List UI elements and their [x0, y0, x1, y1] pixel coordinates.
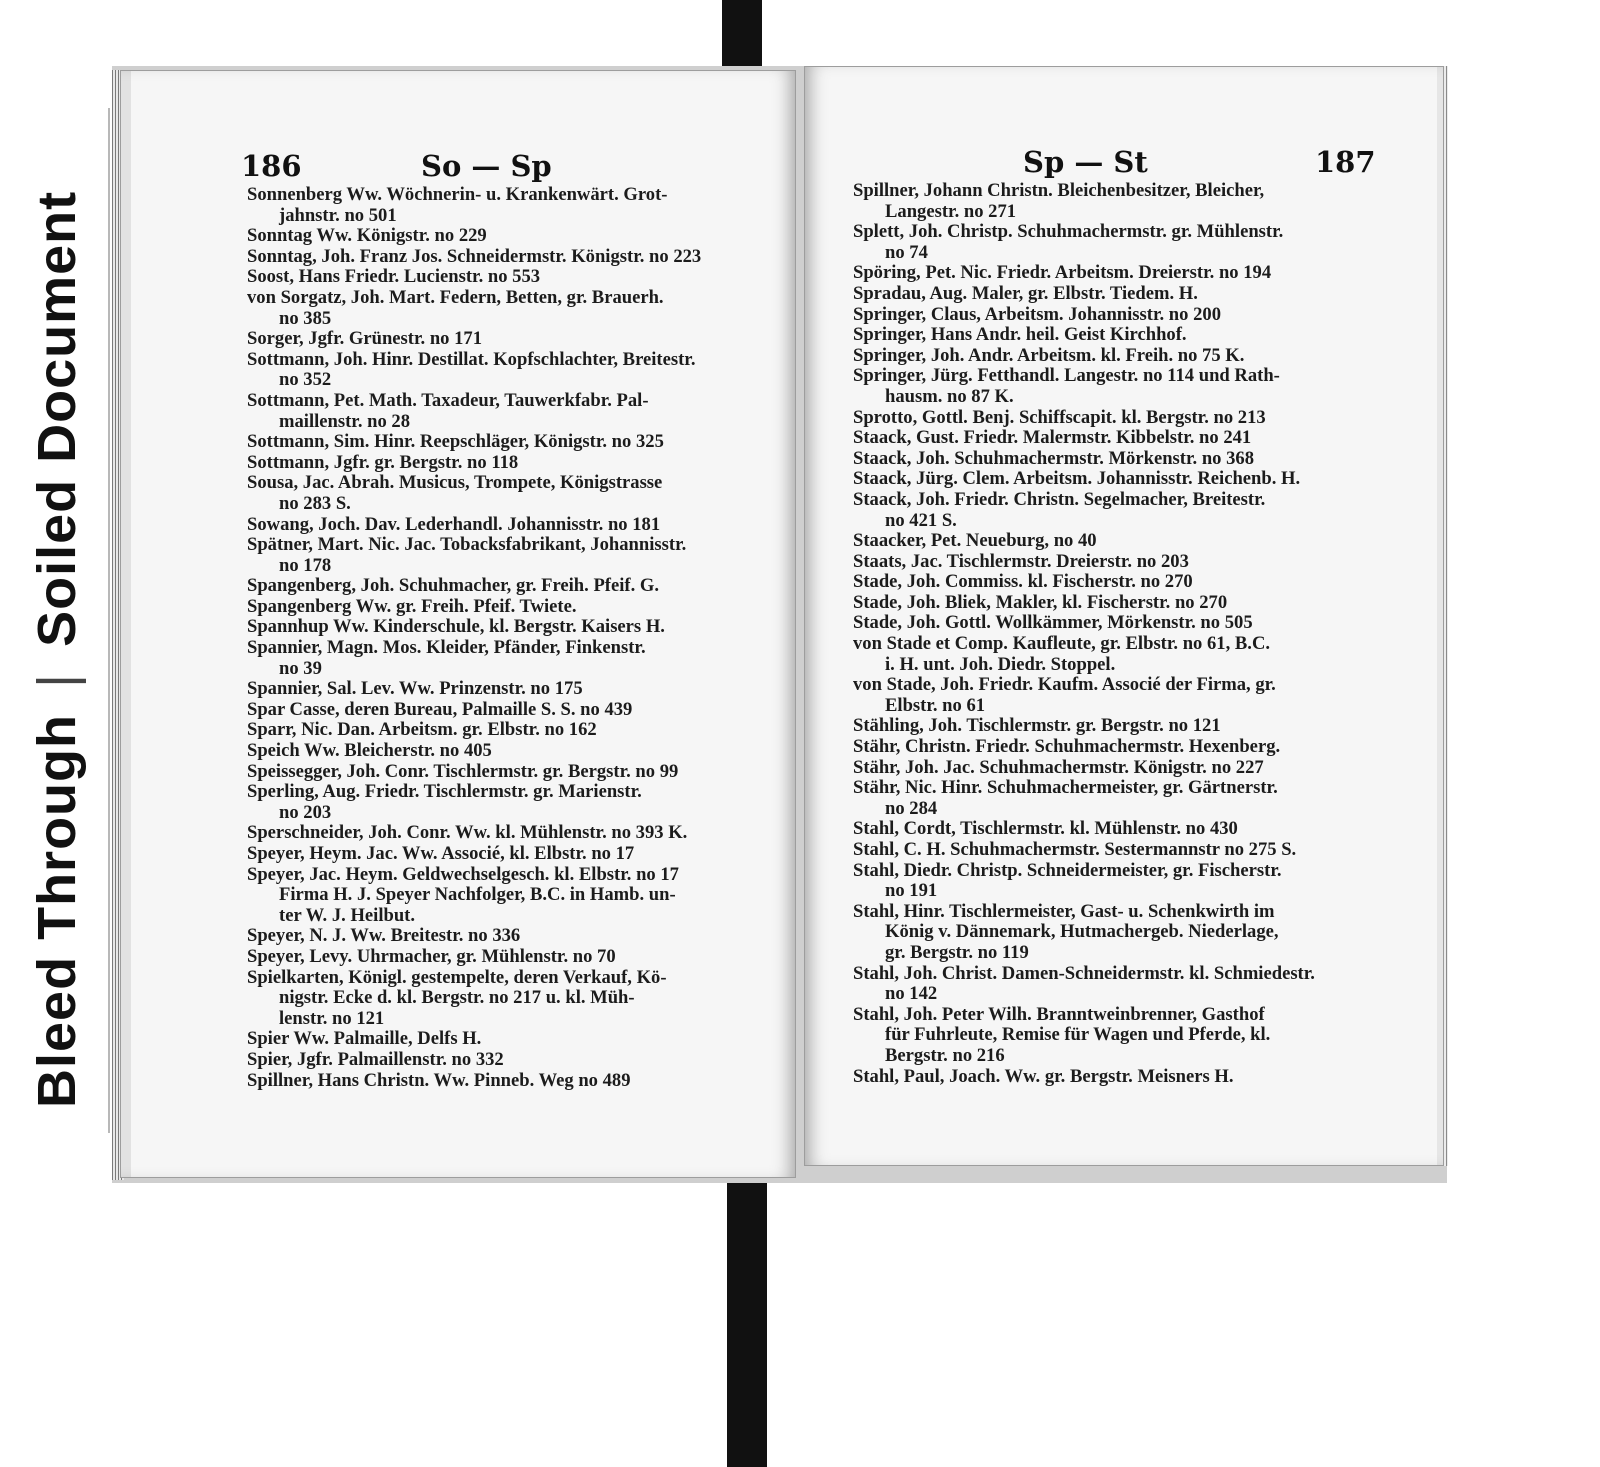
directory-entry [247, 535, 767, 576]
entry-main-text: Speyer, Levy. Uhrmacher, gr. Mühlenstr. no 70 [247, 945, 616, 967]
entry-main-text: Sonntag Ww. Königstr. no 229 [247, 225, 487, 247]
entry-main-text: Stade, Joh. Commiss. kl. Fischerstr. no 270 [853, 571, 1193, 593]
directory-entry [853, 902, 1398, 943]
directory-entry [247, 1009, 767, 1030]
entry-main-text: Stähr, Nic. Hinr. Schuhmachermeister, gr. Gärtnerstr. [853, 777, 1278, 799]
entry-continuation-text: i. H. unt. Joh. Diedr. Stoppel. [885, 653, 1116, 675]
entry-main-text: Springer, Jürg. Fetthandl. Langestr. no 114 und Rath- [853, 365, 1280, 387]
directory-entry [853, 531, 1398, 552]
directory-entry [247, 350, 767, 391]
condition-stamp-text [26, 108, 88, 1108]
entry-continuation-text: no 352 [279, 369, 332, 391]
entry-main-text: Stahl, Joh. Christ. Damen-Schneidermstr. kl. Schmiedestr. [853, 962, 1315, 984]
entry-main-text: Sottmann, Sim. Hinr. Reepschläger, Königstr. no 325 [247, 431, 664, 453]
entry-continuation-text: Elbstr. no 61 [885, 694, 986, 716]
directory-entry [247, 968, 767, 1009]
entry-main-text: Sperling, Aug. Friedr. Tischlermstr. gr. Marienstr. [247, 781, 642, 803]
directory-entry [853, 305, 1398, 326]
directory-entry [247, 906, 767, 927]
directory-entry [853, 552, 1398, 573]
directory-entry [247, 432, 767, 453]
entry-main-text: Sousa, Jac. Abrah. Musicus, Trompete, Königstrasse [247, 472, 663, 494]
stamp-word-soiled-document: Soiled Document [27, 190, 87, 647]
directory-entry [853, 181, 1398, 222]
directory-entry [247, 226, 767, 247]
entry-main-text: Soost, Hans Friedr. Lucienstr. no 553 [247, 266, 541, 288]
directory-entry [853, 449, 1398, 470]
entry-main-text: Speich Ww. Bleicherstr. no 405 [247, 740, 492, 762]
directory-entry [247, 247, 767, 268]
directory-entry [853, 263, 1398, 284]
entry-main-text: Spier, Jgfr. Palmaillenstr. no 332 [247, 1048, 504, 1070]
entry-continuation-text: no 203 [279, 801, 332, 823]
entry-main-text: Spannier, Magn. Mos. Kleider, Pfänder, Finkenstr. [247, 637, 646, 659]
entry-main-text: Speissegger, Joh. Conr. Tischlermstr. gr. Bergstr. no 99 [247, 760, 679, 782]
entry-continuation-text: hausm. no 87 K. [885, 385, 1014, 407]
directory-entry [853, 222, 1398, 263]
entry-continuation-text: no 178 [279, 554, 332, 576]
directory-entry [247, 453, 767, 474]
entry-main-text: Spätner, Mart. Nic. Jac. Tobacksfabrikant, Johannisstr. [247, 534, 687, 556]
entry-main-text: Spielkarten, Königl. gestempelte, deren Verkauf, Kö- [247, 966, 667, 988]
entry-main-text: von Sorgatz, Joh. Mart. Federn, Betten, gr. Brauerh. [247, 286, 664, 308]
entry-main-text: Spannhup Ww. Kinderschule, kl. Bergstr. Kaisers H. [247, 616, 665, 638]
directory-entry [247, 473, 767, 514]
entry-main-text: Sottmann, Pet. Math. Taxadeur, Tauwerkfabr. Pal- [247, 389, 649, 411]
entry-main-text: Sonnenberg Ww. Wöchnerin- u. Krankenwärt. Grot- [247, 184, 668, 205]
directory-entry [247, 700, 767, 721]
entry-main-text: Spar Casse, deren Bureau, Palmaille S. S. no 439 [247, 698, 633, 720]
entry-main-text: Spradau, Aug. Maler, gr. Elbstr. Tiedem. H. [853, 282, 1198, 304]
entry-main-text: Stähr, Joh. Jac. Schuhmachermstr. Königstr. no 227 [853, 756, 1264, 778]
entry-main-text: Sowang, Joch. Dav. Lederhandl. Johannisstr. no 181 [247, 513, 661, 535]
entry-main-text: Staack, Gust. Friedr. Malermstr. Kibbelstr. no 241 [853, 427, 1252, 449]
directory-entry [247, 762, 767, 783]
entry-continuation-text: no 142 [885, 983, 938, 1005]
directory-entry [853, 428, 1398, 449]
entry-continuation-text: no 283 S. [279, 492, 351, 514]
directory-entry [853, 634, 1398, 675]
right-entry-list [853, 181, 1398, 1087]
entry-main-text: Stade, Joh. Bliek, Makler, kl. Fischerstr. no 270 [853, 591, 1228, 613]
directory-entry [247, 329, 767, 350]
entry-main-text: Stahl, Joh. Peter Wilh. Branntweinbrenner, Gasthof [853, 1003, 1265, 1025]
directory-entry [853, 1005, 1398, 1046]
left-page-range: So — Sp [421, 149, 552, 183]
entry-main-text: Stahl, Hinr. Tischlermeister, Gast- u. Schenkwirth im [853, 900, 1275, 922]
directory-entry [853, 593, 1398, 614]
right-page-number: 187 [1315, 145, 1376, 179]
directory-entry [853, 1046, 1398, 1067]
directory-entry [247, 823, 767, 844]
entry-main-text: Springer, Hans Andr. heil. Geist Kirchhof. [853, 324, 1187, 346]
directory-entry [853, 366, 1398, 407]
stamp-word-bleed: Bleed [27, 955, 87, 1108]
entry-continuation-text: Bergstr. no 216 [885, 1044, 1005, 1066]
directory-entry [247, 844, 767, 865]
entry-main-text: Sprotto, Gottl. Benj. Schiffscapit. kl. Bergstr. no 213 [853, 406, 1266, 428]
directory-entry [247, 720, 767, 741]
entry-main-text: Spillner, Johann Christn. Bleichenbesitzer, Bleicher, [853, 180, 1265, 201]
entry-main-text: Stahl, Paul, Joach. Ww. gr. Bergstr. Meisners H. [853, 1065, 1234, 1087]
entry-main-text: Sonntag, Joh. Franz Jos. Schneidermstr. Königstr. no 223 [247, 245, 702, 267]
directory-entry [247, 741, 767, 762]
entry-main-text: von Stade et Comp. Kaufleute, gr. Elbstr. no 61, B.C. [853, 633, 1271, 655]
directory-entry [247, 576, 767, 597]
entry-continuation-text: no 385 [279, 307, 332, 329]
entry-main-text: Sottmann, Joh. Hinr. Destillat. Kopfschlachter, Breitestr. [247, 348, 696, 370]
stamp-separator: | [27, 672, 87, 688]
entry-main-text: Splett, Joh. Christp. Schuhmachermstr. gr. Mühlenstr. [853, 221, 1284, 243]
directory-entry [853, 1067, 1398, 1088]
entry-continuation-text: Firma H. J. Speyer Nachfolger, B.C. in Hamb. un- [279, 884, 676, 906]
entry-continuation-text: no 284 [885, 797, 938, 819]
directory-entry [853, 778, 1398, 819]
entry-main-text: Staacker, Pet. Neueburg, no 40 [853, 530, 1097, 552]
entry-main-text: Sparr, Nic. Dan. Arbeitsm. gr. Elbstr. no 162 [247, 719, 597, 741]
entry-main-text: Staack, Jürg. Clem. Arbeitsm. Johannisstr. Reichenb. H. [853, 468, 1301, 490]
entry-main-text: Sorger, Jgfr. Grünestr. no 171 [247, 328, 483, 350]
entry-continuation-text: no 74 [885, 241, 928, 263]
directory-entry [247, 865, 767, 906]
directory-entry [853, 325, 1398, 346]
entry-main-text: Springer, Joh. Andr. Arbeitsm. kl. Freih. no 75 K. [853, 344, 1245, 366]
entry-main-text: Sperschneider, Joh. Conr. Ww. kl. Mühlenstr. no 393 K. [247, 822, 688, 844]
entry-main-text: Spangenberg Ww. gr. Freih. Pfeif. Twiete. [247, 595, 577, 617]
entry-continuation-text: nigstr. Ecke d. kl. Bergstr. no 217 u. kl. Müh- [279, 987, 635, 1009]
entry-main-text: Stahl, Diedr. Christp. Schneidermeister, gr. Fischerstr. [853, 859, 1282, 881]
directory-entry [247, 638, 767, 679]
directory-entry [853, 490, 1398, 531]
directory-entry [247, 391, 767, 432]
entry-main-text: Stahl, C. H. Schuhmachermstr. Sestermannstr no 275 S. [853, 839, 1297, 860]
directory-entry [853, 861, 1398, 902]
entry-continuation-text: no 421 S. [885, 509, 957, 531]
entry-main-text: Springer, Claus, Arbeitsm. Johannisstr. no 200 [853, 303, 1221, 325]
entry-continuation-text: ter W. J. Heilbut. [279, 904, 416, 926]
entry-main-text: Staack, Joh. Friedr. Christn. Segelmacher, Breitestr. [853, 488, 1266, 510]
entry-main-text: Spillner, Hans Christn. Ww. Pinneb. Weg no 489 [247, 1069, 631, 1091]
right-page-range: Sp — St [1023, 145, 1148, 179]
entry-continuation-text: König v. Dännemark, Hutmachergeb. Niederlage, [885, 921, 1279, 943]
directory-entry [853, 675, 1398, 716]
directory-entry [853, 613, 1398, 634]
entry-continuation-text: gr. Bergstr. no 119 [885, 941, 1029, 963]
directory-entry [853, 737, 1398, 758]
entry-main-text: Stahl, Cordt, Tischlermstr. kl. Mühlenstr. no 430 [853, 818, 1238, 840]
entry-main-text: Speyer, Jac. Heym. Geldwechselgesch. kl. Elbstr. no 17 [247, 863, 679, 885]
directory-entry [247, 515, 767, 536]
directory-entry [853, 408, 1398, 429]
binding-strip-bottom [727, 1168, 767, 1467]
directory-entry [853, 469, 1398, 490]
entry-continuation-text: no 191 [885, 880, 938, 902]
directory-entry [853, 819, 1398, 840]
entry-main-text: Stade, Joh. Gottl. Wollkämmer, Mörkenstr. no 505 [853, 612, 1253, 634]
directory-entry [247, 288, 767, 329]
directory-entry [853, 964, 1398, 1005]
directory-entry [853, 572, 1398, 593]
entry-continuation-text: maillenstr. no 28 [279, 410, 411, 432]
entry-main-text: Speyer, Heym. Jac. Ww. Associé, kl. Elbstr. no 17 [247, 843, 635, 864]
entry-main-text: Stähling, Joh. Tischlermstr. gr. Bergstr. no 121 [853, 715, 1221, 737]
left-page-number: 186 [241, 149, 302, 183]
directory-entry [247, 679, 767, 700]
entry-main-text: Sottmann, Jgfr. gr. Bergstr. no 118 [247, 451, 519, 473]
entry-main-text: Stähr, Christn. Friedr. Schuhmachermstr. Hexenberg. [853, 736, 1281, 758]
entry-main-text: Spier Ww. Palmaille, Delfs H. [247, 1028, 482, 1050]
directory-entry [247, 782, 767, 823]
directory-entry [247, 267, 767, 288]
directory-entry [247, 926, 767, 947]
directory-entry [247, 597, 767, 618]
entry-continuation-text: jahnstr. no 501 [279, 204, 397, 226]
directory-entry [853, 346, 1398, 367]
stamp-word-through: Through [27, 713, 87, 940]
entry-continuation-text: Langestr. no 271 [885, 200, 1017, 222]
entry-main-text: Staats, Jac. Tischlermstr. Dreierstr. no 203 [853, 550, 1189, 572]
entry-main-text: Spannier, Sal. Lev. Ww. Prinzenstr. no 175 [247, 678, 583, 700]
directory-entry [853, 840, 1398, 861]
directory-entry [247, 617, 767, 638]
entry-main-text: Staack, Joh. Schuhmachermstr. Mörkenstr. no 368 [853, 447, 1254, 469]
entry-continuation-text: für Fuhrleute, Remise für Wagen und Pferde, kl. [885, 1024, 1271, 1046]
directory-entry [247, 1071, 767, 1092]
entry-main-text: Spangenberg, Joh. Schuhmacher, gr. Freih. Pfeif. G. [247, 575, 660, 597]
entry-main-text: Spöring, Pet. Nic. Friedr. Arbeitsm. Dreierstr. no 194 [853, 262, 1272, 284]
directory-entry [853, 943, 1398, 964]
entry-continuation-text: lenstr. no 121 [279, 1007, 385, 1029]
right-page [804, 66, 1444, 1166]
directory-entry [247, 1029, 767, 1050]
entry-continuation-text: no 39 [279, 657, 322, 679]
directory-entry [853, 716, 1398, 737]
left-page [120, 70, 796, 1178]
directory-entry [853, 284, 1398, 305]
left-entry-list [247, 185, 767, 1091]
entry-main-text: von Stade, Joh. Friedr. Kaufm. Associé der Firma, gr. [853, 674, 1276, 696]
directory-entry [247, 1050, 767, 1071]
directory-entry [853, 758, 1398, 779]
directory-entry [247, 947, 767, 968]
entry-main-text: Speyer, N. J. Ww. Breitestr. no 336 [247, 925, 521, 947]
directory-entry [247, 185, 767, 226]
